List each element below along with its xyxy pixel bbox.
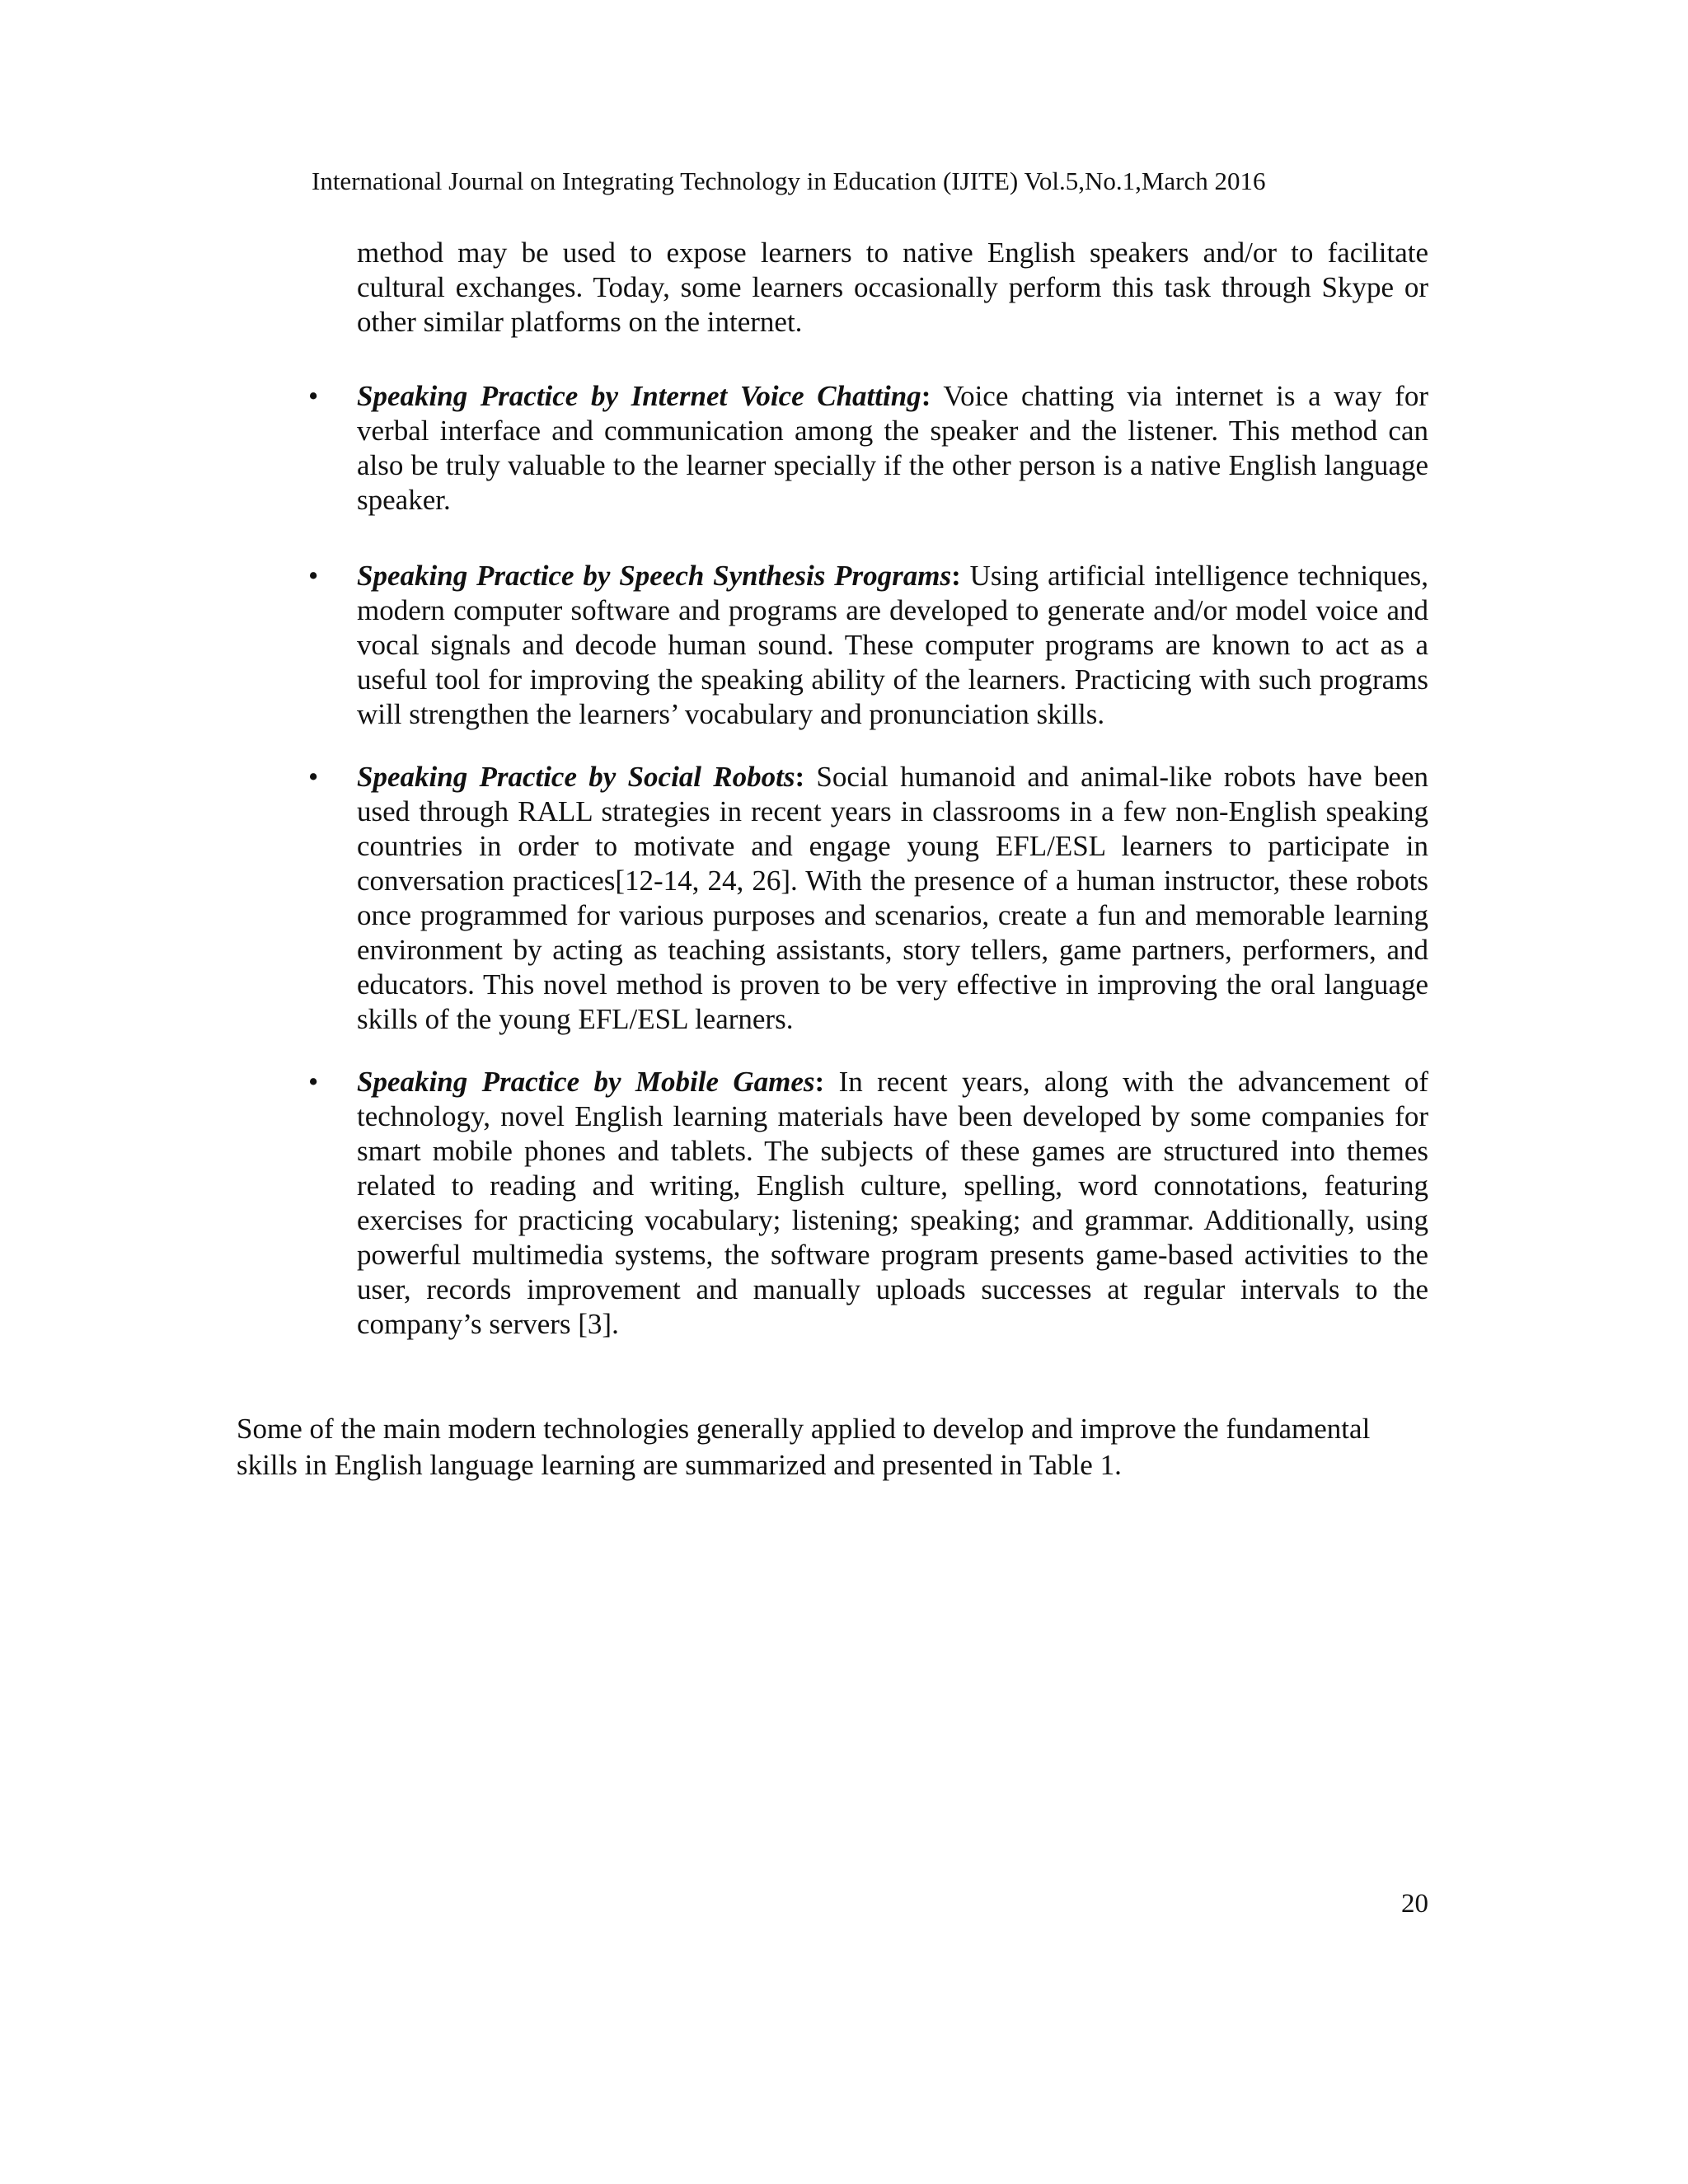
list-item — [297, 559, 1428, 732]
title-colon: : — [951, 560, 961, 592]
running-header: International Journal on Integrating Technology in Education (IJITE) Vol.5,No.1,March 2016 — [312, 166, 1266, 195]
bullet-icon: • — [308, 380, 319, 412]
summary-paragraph: Some of the main modern technologies generally applied to develop and improve the fundamental skills in English language learning are summarized and presented in Table 1. — [237, 1413, 1371, 1481]
title-colon: : — [814, 1066, 825, 1098]
item-body: In recent years, along with the advancement of technology, novel English learning materials have been developed by some companies for smart mobile phones and tablets. The subjects of these games are structured into themes related to reading and writing, English culture, spelling, word connotations, featuring exercises for practicing vocabulary; listening; speaking; and grammar. Additionally, using powerful multimedia systems, the software program presents game-based activities to the user, records improvement and manually uploads successes at regular intervals to the company’s servers [3]. — [357, 1066, 1428, 1340]
item-body: Using artificial intelligence techniques, modern computer software and programs are developed to generate and/or model voice and vocal signals and decode human sound. These computer programs are known to act as a useful tool for improving the speaking ability of the learners. Practicing with such programs will strengthen the learners’ vocabulary and pronunciation skills. — [357, 560, 1428, 730]
item-body: Voice chatting via internet is a way for verbal interface and communication among the speaker and the listener. This method can also be truly valuable to the learner specially if the other person is a native English language speaker. — [357, 380, 1428, 516]
item-title: Speaking Practice by Mobile Games — [357, 1066, 815, 1098]
item-title: Speaking Practice by Social Robots — [357, 761, 795, 793]
bullet-icon: • — [308, 761, 319, 793]
speaking-practice-list — [297, 379, 1428, 1342]
list-item — [297, 379, 1428, 518]
item-title: Speaking Practice by Speech Synthesis Programs — [357, 560, 952, 592]
list-item — [297, 760, 1428, 1037]
bullet-icon: • — [308, 560, 319, 592]
bullet-icon: • — [308, 1066, 319, 1098]
item-body: Social humanoid and animal-like robots have been used through RALL strategies in recent years in classrooms in a few non-English speaking countries in order to motivate and engage young EFL/ESL learners to participate in conversation practices[12-14, 24, 26]. With the presence of a human instructor, these robots once programmed for various purposes and scenarios, create a fun and memorable learning environment by acting as teaching assistants, story tellers, game partners, performers, and educators. This novel method is proven to be very effective in improving the oral language skills of the young EFL/ESL learners. — [357, 761, 1428, 1035]
title-colon: : — [795, 761, 805, 793]
page-number: 20 — [1401, 1889, 1428, 1919]
list-item — [297, 1065, 1428, 1342]
continuation-paragraph: method may be used to expose learners to native English speakers and/or to facilitate cultural exchanges. Today, some learners occasionally perform this task through Skype or other similar platforms on the internet. — [357, 237, 1428, 338]
title-colon: : — [921, 380, 931, 412]
item-title: Speaking Practice by Internet Voice Chatting — [357, 380, 921, 412]
